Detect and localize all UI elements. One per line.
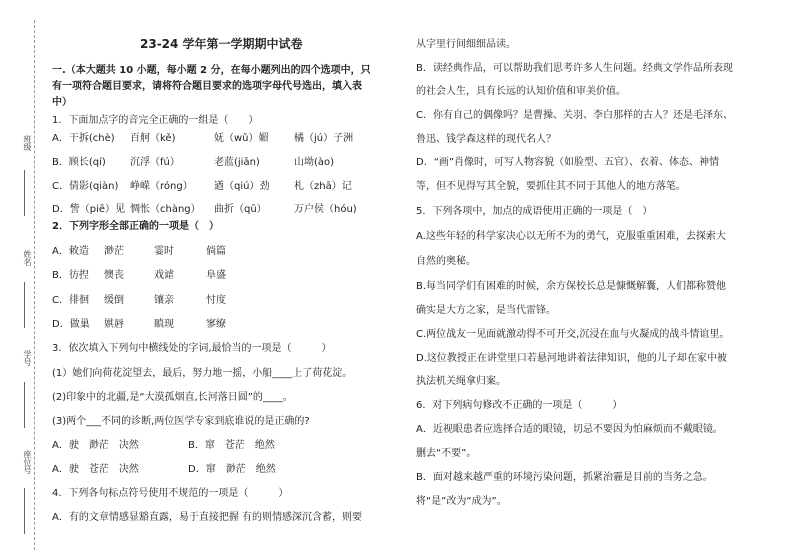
binding-label-seat: 座位号 [23,450,32,474]
q2-b-word2: 懊丧 [104,270,124,281]
q1-c-word1: C．倩影(qiàn) [52,181,119,192]
q2-b-word3: 戏谑 [154,270,174,281]
q4-option-b-line2: 的社会人生，具有长远的认知价值和审美价值。 [416,86,626,97]
q3-sentence-2: (2)印象中的北疆,是“大漠孤烟直,长河落日圆”的____。 [52,392,293,403]
q4-option-b-line1: B．读经典作品，可以帮助我们思考许多人生问题。经典文学作品所表现 [416,63,733,74]
section1-heading-line2: 有一项符合题目要求，请将符合题目要求的选项字母代号选出，填入表 [52,81,362,92]
q3-option-a: A．驶 渺茫 决然 [52,440,139,451]
q2-a-word2: 渺茫 [104,246,124,257]
q1-b-word4: 山坳(ào) [294,157,335,168]
q2-option-a [52,245,226,259]
q5-option-b-line1: B.每当同学们有困难的时候，余方保校长总是慷慨解囊，人们都称赞他 [416,281,727,292]
q4-option-c-line1: C．你有自己的偶像吗？是曹操、关羽、李白那样的古人？还是毛泽东、 [416,110,733,121]
q6-option-a-line1: A．近视眼患者应选择合适的眼镜，切忌不要因为怕麻烦而不戴眼镜。 [416,424,723,435]
q5-option-d-line2: 执法机关绳拿归案。 [416,376,506,387]
q5-option-c: C.两位战友一见面就激动得不可开交,沉浸在血与火凝成的战斗情谊里。 [416,329,730,340]
q2-a-word3: 霎时 [154,246,174,257]
q3-option-c: A．驶 苍茫 决然 [52,464,139,475]
binding-dashed-line [34,20,35,550]
binding-blank-number [24,382,25,428]
binding-label-number: 学号 [23,350,32,366]
q3-option-b: B．窜 苍茫 绝然 [188,440,275,451]
q1-b-word3: 老蓝(jiān) [214,157,260,168]
q2-d-word4: 寥缭 [206,319,226,330]
q3-sentence-1: (1）她们向荷花淀望去，最后，努力地一摇，小船____上了荷花淀。 [52,368,353,379]
q6-option-b-line2: 将“是”改为“成为”。 [416,496,507,507]
q2-d-word1: D．做巢 [52,319,90,330]
q1-option-d [52,203,357,217]
q1-a-word4: 橘（jú）子洲 [294,133,354,144]
q3-option-d: D．窜 渺茫 绝然 [188,464,276,475]
binding-blank-class [24,170,25,216]
q3-stem: 3．依次填入下列句中横线处的字词,最恰当的一项是（ ） [52,343,332,354]
q1-option-c [52,180,352,194]
q2-c-word4: 忖度 [206,295,226,306]
q2-a-word1: A．敕造 [52,246,89,257]
q6-stem: 6．对下列病句修改不正确的一项是（ ） [416,400,623,411]
q2-a-word4: 倘篇 [206,246,226,257]
q2-d-word3: 瞋现 [154,319,174,330]
q6-option-a-line2: 删去“不要”。 [416,448,477,459]
q3-options-row1 [52,439,275,453]
q2-stem: 2．下列字形全部正确的一项是（ ） [52,221,219,232]
q1-b-word2: 沉浮（fú） [130,157,180,168]
q1-a-word3: 妩（wǔ）媚 [214,133,269,144]
binding-blank-seat [24,488,25,534]
q1-d-word1: D．訾（piē）见 [52,204,125,215]
q5-option-b-line2: 确实是大方之家，是当代雷锋。 [416,305,556,316]
binding-label-class: 班级 [23,135,32,151]
binding-label-name: 姓名 [23,250,32,266]
q2-b-word1: B．彷揑 [52,270,89,281]
q4-stem: 4．下列各句标点符号使用不规范的一项是（ ） [52,488,289,499]
q1-a-word2: 百舸（kě) [130,133,176,144]
q5-option-a-line2: 自然的奥秘。 [416,256,476,267]
q3-sentence-3: (3)两个___不同的诊断,两位医学专家到底谁说的是正确的? [52,416,310,427]
q2-b-word4: 阜盛 [206,270,226,281]
q1-c-word3: 遒（qiú）劲 [214,181,270,192]
q5-option-a-line1: A.这些年轻的科学家决心以无所不为的勇气，克服重重困难，去探索大 [416,231,726,242]
q1-c-word2: 峥嵘（róng） [130,181,193,192]
q1-d-word4: 万户侯（hóu) [294,204,357,215]
q4-option-d-line1: D．“画”肖像时，可写人物容貌（如脸型、五官）、衣着、体态、神情 [416,157,720,168]
q5-option-d-line1: D.这位教授正在讲堂里口若悬河地讲着法律知识，他的儿子却在家中被 [416,353,727,364]
q1-d-word2: 惆怅（chàng） [130,204,201,215]
q2-c-word2: 缓倒 [104,295,124,306]
q1-a-word1: A．干拆(chè) [52,133,115,144]
q1-d-word3: 曲折（qū） [214,204,267,215]
q1-option-a [52,132,353,146]
q6-option-b-line1: B．面对越来越严重的环境污染问题，抓紧治霾是目前的当务之急。 [416,472,713,483]
q1-b-word1: B．顾长(qí) [52,157,106,168]
section1-heading-line1: 一.（本大题共 10 小题，每小题 2 分，在每小题列出的四个选项中，只 [52,65,371,76]
q4-option-a-line1: A．有的文章情感显豁直露，易于直接把握 有的则情感深沉含蓄，则要 [52,512,363,523]
q4-option-d-line2: 等，但不见得写其全貌，要抓住其不同于其他人的地方落笔。 [416,181,686,192]
q2-c-word3: 镶亲 [154,295,174,306]
q1-stem: 1．下面加点字的音完全正确的一组是（ ） [52,115,259,126]
q2-c-word1: C．徘徊 [52,295,89,306]
q2-option-b [52,269,226,283]
q3-options-row2 [52,463,276,477]
q2-d-word2: 娸唇 [104,319,124,330]
exam-title: 23-24 学年第一学期期中试卷 [140,37,303,51]
q5-stem: 5．下列各项中，加点的成语使用正确的一项是（ ） [416,206,653,217]
q4-option-a-line2: 从字里行间细细品读。 [416,39,516,50]
section1-heading-line3: 中） [52,97,72,108]
q1-option-b [52,156,334,170]
q1-c-word4: 札（zhā）记 [294,181,352,192]
binding-margin [8,20,48,550]
q4-option-c-line2: 鲁迅、钱学森这样的现代名人？ [416,134,556,145]
binding-blank-name [24,282,25,328]
q2-option-d [52,318,226,332]
q2-option-c [52,294,226,308]
